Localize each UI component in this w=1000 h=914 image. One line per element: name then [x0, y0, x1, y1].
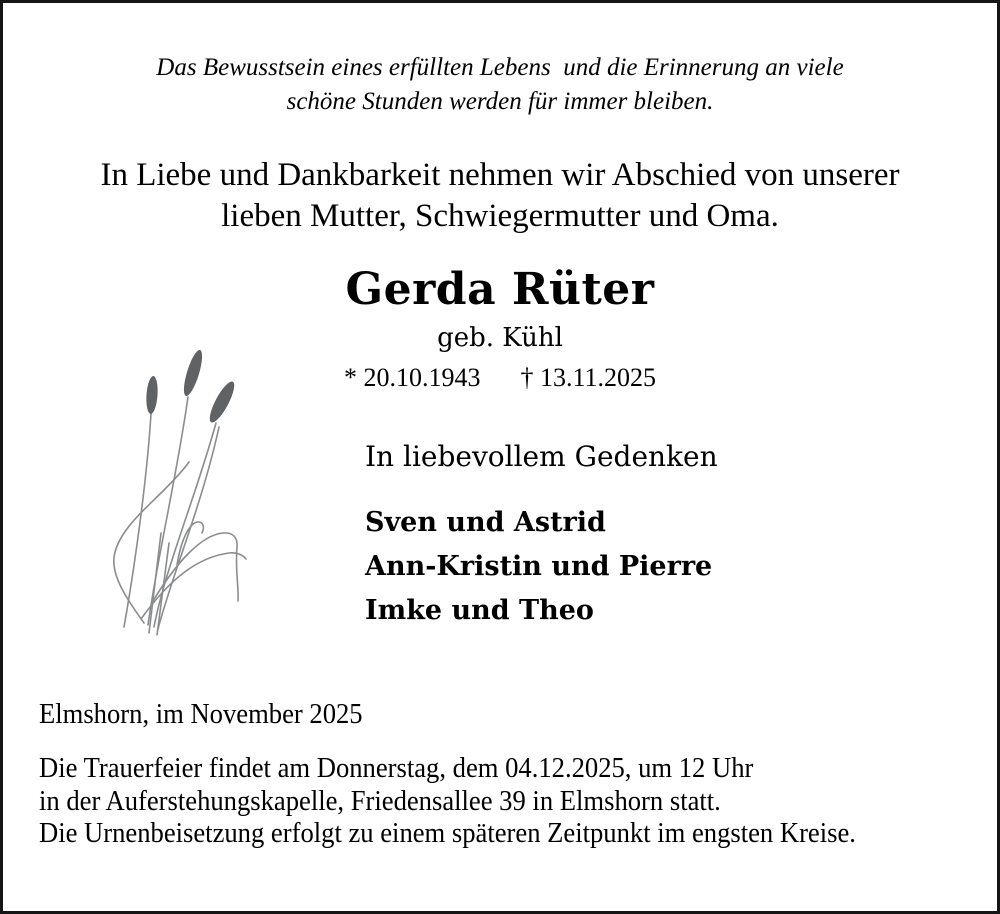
intro-line-2: lieben Mutter, Schwiegermutter und Oma. — [221, 198, 779, 234]
epigraph — [3, 51, 997, 119]
maiden-name: geb. Kühl — [437, 323, 563, 353]
memorial-block — [365, 439, 718, 633]
intro-statement — [3, 155, 997, 237]
mourners-list — [365, 501, 718, 633]
birth-date: * 20.10.1943 — [343, 363, 481, 392]
place-and-date: Elmshorn, im November 2025 — [39, 699, 363, 730]
funeral-line: in der Auferstehungskapelle, Friedensallee 39 in Elmshorn statt. — [39, 785, 721, 817]
funeral-line: Die Trauerfeier findet am Donnerstag, dem 04.12.2025, um 12 Uhr — [39, 753, 754, 784]
epigraph-line-1: Das Bewusstsein eines erfüllten Lebens und die Erinnerung an viele — [156, 54, 844, 81]
death-date: † 13.11.2025 — [520, 363, 657, 392]
mourner-line: Imke und Theo — [365, 595, 594, 626]
epigraph-line-2: schöne Stunden werden für immer bleiben. — [286, 88, 714, 115]
mourner-line: Sven und Astrid — [365, 507, 606, 538]
funeral-line: Die Urnenbeisetzung erfolgt zu einem späteren Zeitpunkt im engsten Kreise. — [39, 818, 856, 849]
funeral-details — [39, 753, 856, 851]
grass-reeds-illustration-icon — [91, 333, 291, 643]
mourner-line: Ann-Kristin und Pierre — [365, 551, 713, 582]
memorial-heading: In liebevollem Gedenken — [365, 440, 718, 473]
deceased-name: Gerda Rüter — [345, 264, 655, 315]
intro-line-1: In Liebe und Dankbarkeit nehmen wir Abschied von unserer — [100, 157, 900, 193]
